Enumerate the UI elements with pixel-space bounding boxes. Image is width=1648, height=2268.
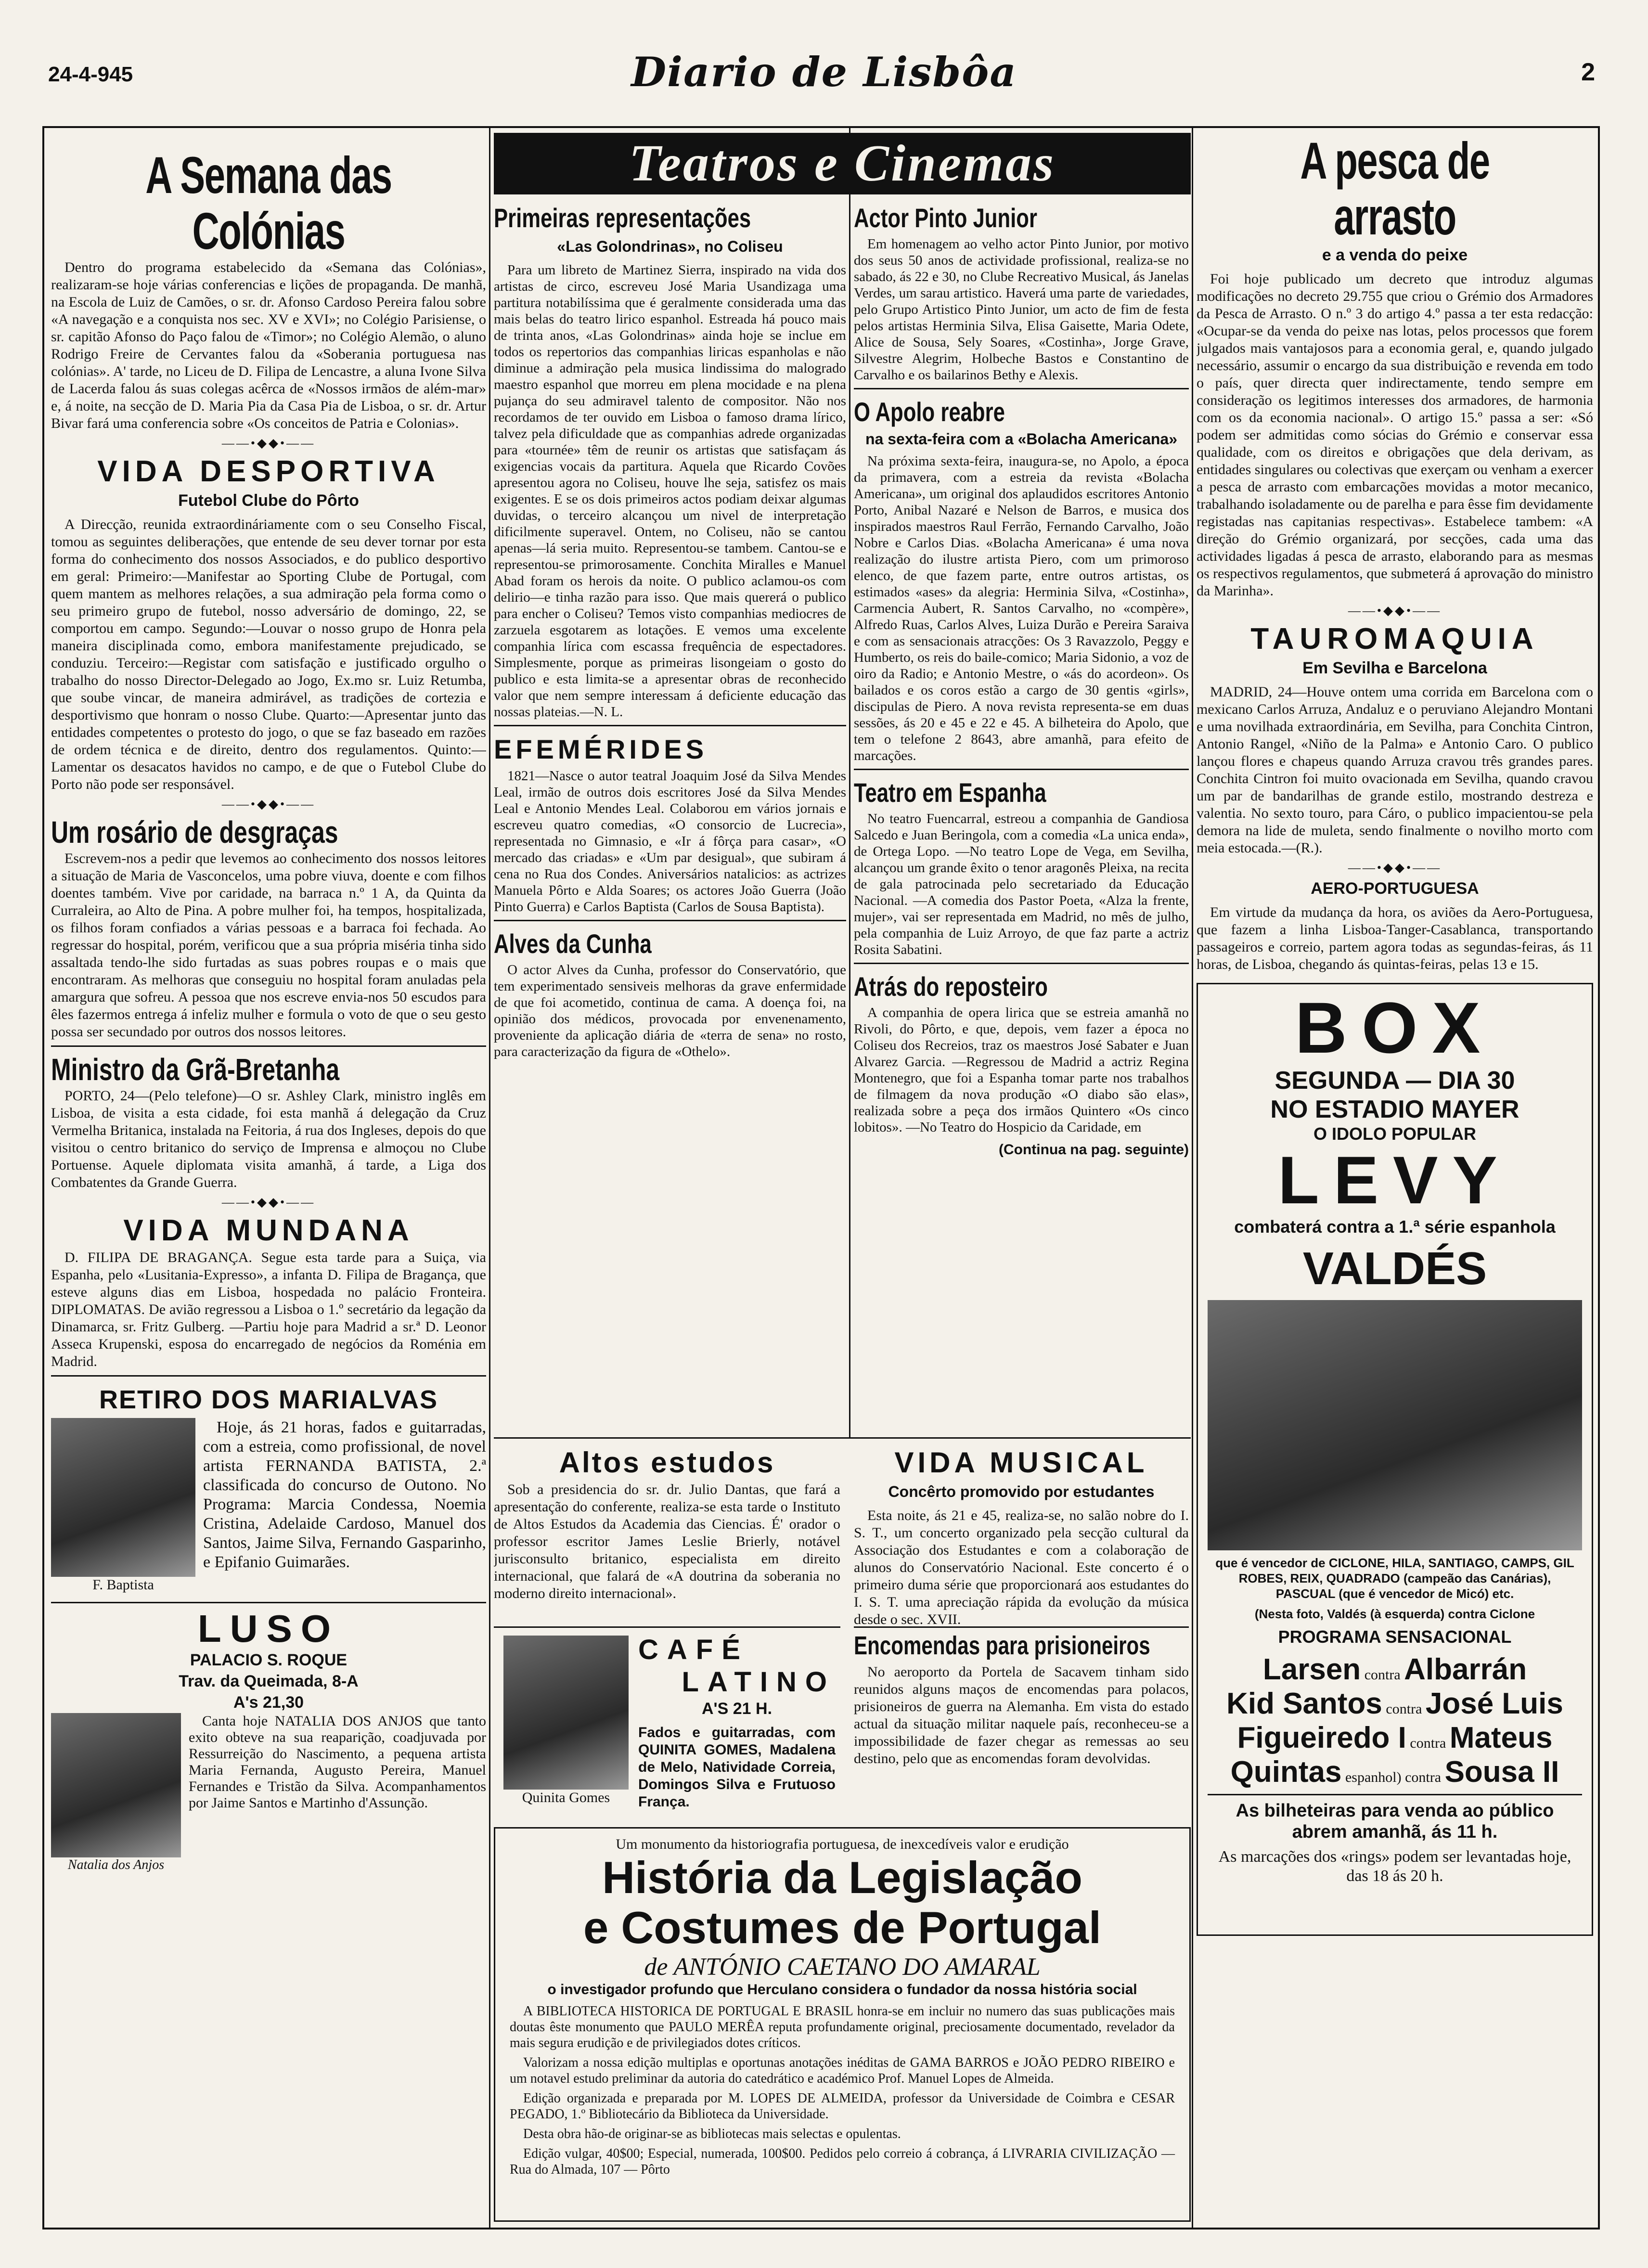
apolo-headline: O Apolo reabre	[854, 397, 1005, 427]
column-rule	[1192, 128, 1193, 2228]
bout-row	[1208, 1687, 1582, 1721]
divider	[494, 725, 846, 726]
tauromaquia-body: MADRID, 24—Houve ontem uma corrida em Barcelona com o mexicano Carlos Arruza, Andaluz e o peruviano Alejandro Montani e uma novilhada extraordinária, em Sevilha, para Conchita Cintron, Antonio Rangel, «Niño de la Palma» e Antonio Caro. O publico lançou flores e chapeus quando Arruza cravou três grandes pares. Conchita Cintron foi muito ovacionada em Sevilha, quando cravou um par de bandarilhas de grande estilo, mostrando destreza e valentia. No sexto touro, para Cáro, o publico impacientou-se pela demora na lide de muleta, sendo finalmente o novilho morto com meia estocada.—(R.).	[1197, 684, 1593, 856]
bout-fighter-b: Mateus	[1449, 1721, 1553, 1754]
divider	[854, 769, 1189, 770]
bout-row	[1208, 1721, 1582, 1755]
box-foto-note: (Nesta foto, Valdés (à esquerda) contra Ciclone	[1254, 1607, 1535, 1621]
luso-time: A's 21,30	[233, 1693, 304, 1712]
divider	[51, 1375, 486, 1377]
box-programa: PROGRAMA SENSACIONAL	[1278, 1627, 1512, 1647]
bout-row	[1208, 1755, 1582, 1789]
historia-ad	[494, 1827, 1191, 2222]
divider	[51, 1602, 486, 1603]
bout-vs: contra	[1410, 1735, 1446, 1751]
ornament-divider: ——•◆◆•——	[1348, 604, 1442, 618]
espanha-headline: Teatro em Espanha	[854, 777, 1046, 808]
issue-date: 24-4-945	[48, 63, 133, 86]
ministro-body: PORTO, 24—(Pelo telefone)—O sr. Ashley Clark, ministro inglês em Lisboa, de visita a esta cidade, foi esta manhã á delegação da Cruz Vermelha Britanica, instalada na Feitoria, á rua dos Ingleses, depois do que visitou o centro britanico do serviço de Imprensa e almoçou no Clube Portuense. Aquele diplomata visita amanhã, á tarde, a Liga dos Combatentes da Grande Guerra.	[51, 1088, 486, 1190]
mundana-body: D. FILIPA DE BRAGANÇA. Segue esta tarde para a Suiça, via Espanha, pelo «Lusitania-Expresso», a infanta D. Filipa de Bragança, que esteve alguns dias em Lisboa, hospedada no palácio Fronteira. DIPLOMATAS. De avião regressou a Lisboa o 1.º secretário da legação da Dinamarca, sr. Fritz Gulberg. —Partiu hoje para Madrid a sr.ª D. Leonor Asseca Krupenski, esposa do encarregado de negócios da Roménia em Madrid.	[51, 1250, 486, 1369]
bout-row	[1208, 1652, 1582, 1687]
divider	[494, 920, 846, 921]
desportiva-headline: VIDA DESPORTIVA	[97, 455, 440, 488]
divider	[1208, 1794, 1582, 1795]
lower-band	[494, 1437, 1191, 1810]
altos-headline: Altos estudos	[559, 1446, 775, 1479]
portrait-photo	[51, 1713, 181, 1857]
teatros-banner: Teatros e Cinemas	[494, 133, 1191, 194]
teatros-right	[854, 200, 1189, 1165]
cafe-title-2: LATINO	[682, 1666, 836, 1698]
ornament-divider: ——•◆◆•——	[1348, 861, 1442, 875]
bout-fighter-b: José Luis	[1425, 1687, 1563, 1720]
cafe-title-1: CAFÉ	[638, 1634, 749, 1665]
rosario-body: Escrevem-nos a pedir que levemos ao conhecimento dos nossos leitores a situação de Maria de Vasconcelos, uma pobre viuva, doente e com filhos doentes também. Vive por caridade, na barraca n.º 1 A, da Quinta da Curraleira, ao Alto de Pina. A pobre mulher foi, ha tempos, hospitalizada, os filhos foram confiados a várias pessoas e a barraca foi fechada. Ao regressar do hospital, porém, verificou que a sua própria miséria tinha sido assaltada tendo-lhe sido furtadas as suas pobres roupas e o mais que encontraram. As melhoras que conseguiu no hospital foram anuladas pela amargura que sofreu. A pessoa que nos escreve envia-nos 50 escudos para êles fazermos entrega á infeliz mulher e formula o voto de que o seu gesto possa ser secundado por outros dos nossos leitores.	[51, 850, 486, 1040]
box-valdes: VALDÉS	[1302, 1243, 1487, 1294]
portrait-photo	[51, 1418, 195, 1577]
ornament-divider: ——•◆◆•——	[221, 1195, 316, 1209]
apolo-subtitle: na sexta-feira com a «Bolacha Americana»	[865, 430, 1177, 448]
historia-body-5: Edição vulgar, 40$00; Especial, numerada, 100$00. Pedidos pelo correio á cobrança, á LIVRARIA CIVILIZAÇÃO — Rua do Almada, 107 — Pôrto	[510, 2146, 1175, 2177]
historia-title-2: e Costumes de Portugal	[583, 1902, 1101, 1953]
encomendas-headline: Encomendas para prisioneiros	[854, 1631, 1150, 1660]
divider	[854, 963, 1189, 964]
column-4	[1197, 128, 1593, 2228]
box-levy: LEVY	[1278, 1142, 1512, 1218]
primeiras-subtitle: «Las Golondrinas», no Coliseu	[557, 238, 783, 255]
efemerides-headline: EFEMÉRIDES	[494, 734, 708, 764]
cafe-caption: Quinita Gomes	[522, 1790, 610, 1805]
column-1	[51, 128, 486, 2228]
mundana-headline: VIDA MUNDANA	[123, 1214, 414, 1247]
divider	[854, 388, 1189, 389]
portrait-photo	[503, 1636, 629, 1790]
historia-body-3: Edição organizada e preparada por M. LOPES DE ALMEIDA, professor da Universidade de Coimbra e CESAR PEGADO, 1.º Bibliotecário da Biblioteca da Universidade.	[510, 2091, 1175, 2122]
rosario-headline: Um rosário de desgraças	[51, 815, 338, 850]
retiro-headline: RETIRO DOS MARIALVAS	[99, 1385, 438, 1414]
column-2-3	[494, 128, 1191, 2228]
cafe-text	[638, 1634, 836, 1815]
pesca-headline: A pesca de arrasto	[1300, 131, 1490, 245]
encomendas-block	[854, 1626, 1189, 1771]
bout-fighter-a: Kid Santos	[1226, 1687, 1382, 1720]
retiro-caption: F. Baptista	[92, 1577, 154, 1593]
luso-address: Trav. da Queimada, 8-A	[179, 1672, 359, 1690]
retiro-ad	[51, 1418, 486, 1597]
semana-headline: A Semana das Colónias	[145, 146, 392, 260]
historia-body-1: A BIBLIOTECA HISTORICA DE PORTUGAL E BRASIL honra-se em incluir no numero das suas publicações mais doutas êste monumento que PAULO MERÊA reputa profundamente original, preciosamente documentado, revelador da mais segura erudição e de privilegiados dotes críticos.	[510, 2004, 1175, 2050]
musical-block	[854, 1444, 1189, 1632]
retiro-photo-block	[51, 1418, 195, 1593]
bout-fighter-a: Quintas	[1230, 1755, 1342, 1789]
musical-body: Esta noite, ás 21 e 45, realiza-se, no salão nobre do I. S. T., um concerto organizado pela secção cultural da Associação dos Estudantes e com a colaboração de alunos do Conservatório Nacional. Este concerto é o primeiro duma série que proporcionará aos estudantes do I. S. T. uma apreciação rápida da evolução da música desde o sec. XVII.	[854, 1508, 1189, 1627]
alves-body: O actor Alves da Cunha, professor do Conservatório, que tem experimentado sensiveis melhoras da grave enfermidade de que foi acometido, continua de cama. A doença foi, na opinião dos médicos, provocada por envenenamento, proveniente da aplicação diária de «terra de sena» no rosto, para caracterização da figura de «Othelo».	[494, 962, 846, 1059]
column-rule	[489, 128, 490, 2228]
cafe-time: A'S 21 H.	[701, 1700, 772, 1718]
page-header	[0, 34, 1648, 101]
espanha-body: No teatro Fuencarral, estreou a companhia de Gandiosa Salcedo e Juan Beringola, com a comedia «La unica enda», de Ortega Lopo. —No teatro Lope de Vega, em Sevilha, alcançou um grande êxito o tenor aragonês Pleixa, na recita de gala patrocinada pelo secretariado da Educação Nacional. —A comedia dos Pastor Poeta, «Alza la frente, mujer», vai ser representada em Madrid, no mês de julho, pela companhia de Luiz Arroyo, de que faz parte a actriz Rosita Sabatini.	[854, 811, 1189, 957]
box-idolo: O IDOLO POPULAR	[1313, 1124, 1476, 1144]
musical-subtitle: Concêrto promovido por estudantes	[888, 1483, 1155, 1500]
bout-fighter-b: Albarrán	[1404, 1653, 1527, 1686]
box-venue: NO ESTADIO MAYER	[1270, 1095, 1519, 1123]
luso-ad	[51, 1713, 486, 1873]
ornament-divider: ——•◆◆•——	[221, 436, 316, 450]
boxers-photo	[1208, 1300, 1582, 1550]
luso-caption: Natalia dos Anjos	[67, 1857, 165, 1872]
teatros-left	[494, 200, 846, 1064]
bout-vs: espanhol) contra	[1345, 1769, 1442, 1785]
historia-body-4: Desta obra hão-de originar-se as bibliotecas mais selectas e opulentas.	[523, 2126, 901, 2141]
alves-headline: Alves da Cunha	[494, 928, 652, 959]
bout-vs: contra	[1364, 1667, 1401, 1683]
pinto-body: Em homenagem ao velho actor Pinto Junior, por motivo dos seus 50 anos de actividade profissional, realiza-se no sabado, ás 22 e 30, no Clube Recreativo Musical, ás Janelas Verdes, um sarau artistico. Haverá uma parte de variedades, pelo Grupo Artistico Pinto Junior, um acto de fim de festa pelos artistas Herminia Silva, Elisa Gaisette, Maria Odete, Alice de Sousa, Sely Soares, «Costinha», Jorge Grave, Silvestre Alegrim, Holbeche Bastos e Constantino de Carvalho e os bailarinos Bethy e Alexis.	[854, 236, 1189, 383]
luso-title: LUSO	[197, 1607, 340, 1650]
primeiras-body: Para um libreto de Martinez Sierra, inspirado na vida dos artistas de circo, escreveu José Maria Usandizaga uma partitura notabilíssima que é geralmente considerada uma das mais belas do teatro lirico espanhol. Estreada há pouco mais de trinta anos, «Las Golondrinas» ainda hoje se inclue em todos os repertorios das companhias liricas espanholas e não diminue a admiração pela musica lindissima do malogrado maestro espanhol que morreu em plena mocidade e na plena pujança do seu admiravel talento de compositor. Não nos recordamos de ter ouvido em Lisboa o famoso drama lírico, talvez pela dificuldade que as companhias adrede organizadas para «tournée» têm de reunir os artistas que satisfaçam ás exigencias vocais da partitura. Aquela que Ricardo Covões apresentou agora no Coliseu, houve lhe seja, satisfez os mais exigentes. E se os dois primeiros actos podiam deixar algumas duvidas, o terceiro alcançou um nivel de interpretação dificilmente superavel. Ontem, no Coliseu, não se cantou apenas—lá seria muito. Representou-se tambem. Cantou-se e representou-se primorosamente. Conchita Miralles e Manuel Abad foram os herois da noite. O publico aclamou-os com delirio—e tinha razão para isso. Que mais quererá o publico para encher o Coliseu? Temos visto companhias mediocres de zarzuela esgotarem as lotações. E vemos uma excelente companhia lírica com escassa frequência de espectadores. Simplesmente, porque as primeiras lisongeiam o gosto do publico e esta limita-se a apresentar obras de reconhecido valor que nem sempre interessam á deficiente educação das nossas plateias.—N. L.	[494, 262, 846, 720]
desportiva-subtitle: Futebol Clube do Pôrto	[178, 491, 359, 510]
historia-tagline: o investigador profundo que Herculano considera o fundador da nossa história social	[547, 1982, 1137, 1997]
box-title: BOX	[1295, 987, 1495, 1068]
semana-body: Dentro do programa estabelecido da «Semana das Colónias», realizaram-se hoje várias conferencias e lições de propaganda. De manhã, na Escola de Luiz de Camões, o sr. dr. Afonso Cardoso Pereira falou sobre «A navegação e a conquista nos sec. XV e XVI»; no Colégio Parisiense, o sr. capitão Afonso do Paço falou de «Timor»; no Colégio Alemão, o aluno Rodrigo Freire de Cervantes falou da «Soberania portuguesa nas colónias». A' tarde, no Liceu de D. Filipa de Lencastre, a aluna Ivone Silva de Lacerda falou ás suas colegas acêrca de «Nossos irmãos de além-mar» e, á noite, na secção de D. Maria Pia da Casa Pia de Lisboa, o sr. dr. Artur Bivar fará uma conferencia sobre «Os conceitos de Patria e Colonias».	[51, 259, 486, 431]
aero-headline: AERO-PORTUGUESA	[1311, 879, 1479, 898]
pesca-subtitle: e a venda do peixe	[1322, 246, 1468, 264]
bout-fighter-a: Larsen	[1262, 1653, 1361, 1686]
aero-body: Em virtude da mudança da hora, os aviões da Aero-Portuguesa, que fazem a linha Lisboa-Tanger-Casablanca, transportando passageiros e correio, partem agora todas as segundas-feiras, ás 11 horas, de Lisboa, chegando ás quintas-feiras, pelas 13 e 15.	[1197, 904, 1593, 972]
cafe-photo-block	[503, 1636, 629, 1806]
cafe-body: Fados e guitarradas, com QUINITA GOMES, Madalena de Melo, Natividade Correia, Domingos Silva e Frutuoso França.	[638, 1725, 836, 1810]
box-bilheteiras: As bilheteiras para venda ao público abrem amanhã, ás 11 h.	[1236, 1801, 1554, 1842]
atras-headline: Atrás do reposteiro	[854, 971, 1048, 1002]
altos-body: Sob a presidencia do sr. dr. Julio Dantas, que fará a apresentação do conferente, realiza-se esta tarde o Instituto de Altos Estudos da Academia das Ciencias. É' orador o professor escritor James Leslie Brierly, notável jurisconsulto britanico, especialista em direito internacional, que falará de «A doutrina da soberania no moderno direito internacional».	[494, 1482, 840, 1601]
cafe-ad	[494, 1626, 840, 1820]
tauromaquia-subtitle: Em Sevilha e Barcelona	[1302, 659, 1487, 677]
box-contra: combaterá contra a 1.ª série espanhola	[1234, 1217, 1556, 1237]
desportiva-body: A Direcção, reunida extraordináriamente com o seu Conselho Fiscal, tomou as seguintes deliberações, que entende de seu dever tornar por esta forma do conhecimento dos nossos Associados, e do publico desportivo em geral: Primeiro:—Manifestar ao Sporting Clube de Portugal, com quem mantem as melhores relações, a sua admiração pela forma como o seu primeiro grupo de futebol, nosso adversário de domingo, 22, se comportou em campo. Segundo:—Louvar o nosso grupo de Honra pela maneira disciplinada como, embora manifestamente prejudicado, se conduziu. Terceiro:—Registar com satisfação e justificado orgulho o trabalho do nosso Director-Delegado ao Jogo, Ex.mo sr. Luiz Retumba, que soube vincar, de maneira admirável, as tradições de cortezia e desportivismo que honram o nosso Clube. Quarto:—Apresentar junto das entidades competentes o protesto do jogo, o que se faz baseado em razões de ordem técnica e de direito, dentro dos regulamentos. Quinto:—Lamentar os desacatos havidos no campo, e de que o Futebol Clube do Porto não pode ser responsável.	[51, 516, 486, 792]
page-frame	[42, 126, 1600, 2229]
bout-fighter-a: Figueiredo I	[1237, 1721, 1406, 1754]
box-ad	[1197, 983, 1593, 1936]
pesca-body: Foi hoje publicado um decreto que introduz algumas modificações no decreto 29.755 que criou o Grémio dos Armadores da Pesca de Arrasto. O n.º 3 do artigo 4.º passa a ter esta redacção: «Ocupar-se da venda do peixe nas lotas, pelos processos que forem julgados mais vantajosos para a economia geral, e, quando julgado necessário, assumir o encargo da sua distribuição e revenda em todo o país, quer directa quer indirectamente, tendo sempre em consideração os legitimos interesses dos armadores, de harmonia com os da economia nacional». O artigo 15.º passa a ser: «Só podem ser admitidas como sócias do Grémio e conservar essa qualidade, com os direitos e obrigações que dela derivam, as entidades singulares ou colectivas que exerçam ou venham a exercer a pesca de arrasto com embarcações movidas a motor mecanico, trabalhando isoladamente ou de parelha e para êsse fim devidamente registadas nas capitanias respectivas». Estabelece tambem: «A direção do Grémio organizará, por secções, cada uma das actividades ligadas á pesca de arrasto, elaborando para as mesmas os respectivos regulamentos, que submeterá á aprovação do ministro da Marinha».	[1197, 271, 1593, 599]
historia-body-2: Valorizam a nossa edição multiplas e oportunas anotações inéditas de GAMA BARROS e JOÃO PEDRO RIBEIRO e um notavel estudo preliminar da autoria do catedrático e académico Prof. Manuel Lopes de Almeida.	[510, 2055, 1175, 2086]
atras-body: A companhia de opera lirica que se estreia amanhã no Rivoli, do Pôrto, e que, depois, vem fazer a época no Coliseu dos Recreios, traz os maestros José Sabater e Juan Alvarez Garcia. —Regressou de Madrid a actriz Regina Montenegro, que foi a Espanha tomar parte nos trabalhos de filmagem da nova produção «O diabo são elas», realizada sobre a peça dos irmãos Quintero «Os cinco lobitos». —No Teatro do Hospicio da Caridade, em	[854, 1005, 1189, 1135]
luso-venue: PALACIO S. ROQUE	[190, 1651, 348, 1669]
masthead: Diario de Lisbôa	[631, 48, 1017, 96]
bout-vs: contra	[1386, 1701, 1422, 1717]
box-date: SEGUNDA — DIA 30	[1275, 1067, 1515, 1095]
retiro-body: Hoje, ás 21 horas, fados e guitarradas, com a estreia, como profissional, de novel artista FERNANDA BATISTA, 2.ª classificada do concurso de Outono. No Programa: Marcia Condessa, Noemia Cristina, Adelaide Cardoso, Manuel dos Santos, Jaime Silva, Fernando Gasparinho, e Epifanio Guimarães.	[203, 1418, 486, 1571]
bout-fighter-b: Sousa II	[1444, 1755, 1559, 1789]
historia-author: de ANTÓNIO CAETANO DO AMARAL	[644, 1953, 1041, 1981]
luso-photo-block	[51, 1713, 181, 1873]
luso-body: Canta hoje NATALIA DOS ANJOS que tanto exito obteve na sua reaparição, coadjuvada por Ressurreição do Nascimento, a pequena artista Maria Fernanda, Augusto Pereira, Manuel Fernandes e Tristão da Silva. Acompanhamentos por Jaime Santos e Martinho d'Assunção.	[189, 1713, 486, 1811]
primeiras-headline: Primeiras representações	[494, 203, 751, 233]
historia-intro: Um monumento da historiografia portuguesa, de inexcedíveis valor e erudição	[616, 1836, 1069, 1852]
box-marcacoes: As marcações dos «rings» podem ser levantadas hoje, das 18 ás 20 h.	[1218, 1848, 1571, 1885]
altos-block	[494, 1444, 840, 1606]
continua-note: (Continua na pag. seguinte)	[999, 1142, 1189, 1158]
efemerides-body: 1821—Nasce o autor teatral Joaquim José da Silva Mendes Leal, irmão de outros dois escritores José da Silva Mendes Leal e Antonio Mendes Leal. Colaborou em vários jornais e escreveu quatro comedias, «O consorcio de Lucrecia», representada no Gimnasio, e «Ir á fôrça para casar», «O mercado das criadas» e «Um par desigual», que subiram á cena no Rua dos Condes. Aniversários natalicios: as actrizes Manuela Pôrto e Alda Soares; os actores João Guerra (João Pinto Guerra) e Carlos Baptista (Carlos de Sousa Baptista).	[494, 768, 846, 915]
musical-headline: VIDA MUSICAL	[894, 1446, 1148, 1479]
divider	[51, 1045, 486, 1047]
box-photo-caption: que é vencedor de CICLONE, HILA, SANTIAGO, CAMPS, GIL ROBES, REIX, QUADRADO (campeão das Canárias), PASCUAL (que é vencedor de Micó) etc.	[1215, 1556, 1574, 1601]
encomendas-body: No aeroporto da Portela de Sacavem tinham sido reunidos alguns maços de encomendas para polacos, prisioneiros de guerra na Alemanha. Em vista do estado actual da situação militar naquele país, reconheceu-se a impossibilidade de fazer chegar as remessas ao seu destino, pelo que as encomendas foram devolvidas.	[854, 1664, 1189, 1766]
ministro-headline: Ministro da Grã-Bretanha	[51, 1052, 340, 1087]
ornament-divider: ——•◆◆•——	[221, 797, 316, 811]
pinto-headline: Actor Pinto Junior	[854, 203, 1037, 233]
page-number: 2	[1581, 58, 1595, 86]
historia-title-1: História da Legislação	[602, 1852, 1082, 1903]
tauromaquia-headline: TAUROMAQUIA	[1250, 622, 1539, 656]
apolo-body: Na próxima sexta-feira, inaugura-se, no Apolo, a época da primavera, com a estreia da revista «Bolacha Americana», um original dos aplaudidos escritores Antonio Porto, Anibal Nazaré e Nelson de Barros, e musica dos inspirados maestros Raul Ferrão, Fernando Carvalho, João Nobre e Carlos Dias. «Bolacha Americana» é uma nova realização do ilustre artista Piero, com um primoroso elenco, de que fazem parte, entre outros artistas, os estimados «ases» da alegria: Herminia Silva, «Costinha», Carmencia Aubert, R. Santos Carvalho, no «compère», Alfredo Ruas, Carlos Alves, Luiza Durão e Pereira Saraiva e com as sensacionais atracções: Os 3 Ravazzolo, Peggy e Humberto, os reis do baile-comico; Maria Sidonio, a voz de oiro da Radio; e Antonio Mestre, o «ás do acordeon». Os bailados e os coros estão a cargo de 30 gentis «girls», discipulas de Piero. A nova revista representa-se em duas sessões, ás 20 e 45 e 22 e 45. A bilheteira do Apolo, que tem o telefone 2 8643, abre amanhã, para efeito de marcações.	[854, 453, 1189, 763]
